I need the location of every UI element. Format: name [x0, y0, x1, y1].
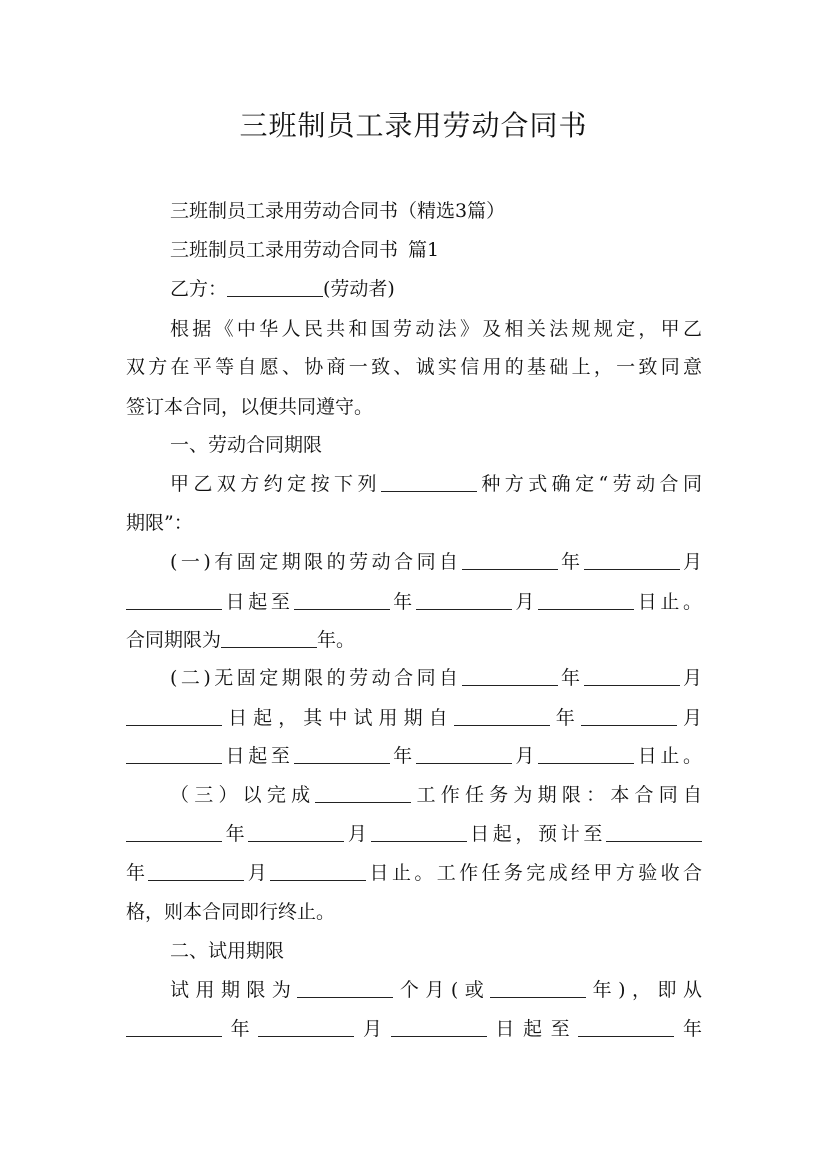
clause-heading-term: 一、劳动合同期限: [170, 434, 323, 456]
blank-field: [462, 551, 558, 570]
blank-field: [371, 823, 467, 842]
blank-field: [126, 745, 222, 764]
open-term-line: 日起至 年 月 日止。: [126, 744, 702, 768]
blank-field: [294, 745, 390, 764]
open-term-line: (二)无固定期限的劳动合同自 年 月: [170, 667, 702, 689]
paragraph-line: 甲乙双方约定按下列 种方式确定“劳动合同: [170, 473, 702, 495]
blank-field: [538, 591, 634, 610]
blank-field: [126, 591, 222, 610]
blank-field: [258, 1018, 354, 1037]
blank-field: [381, 473, 477, 492]
blank-field: [584, 667, 680, 686]
paragraph-line: 格，则本合同即行终止。: [126, 901, 336, 923]
probation-line: 试用期限为 个月(或 年)，即从: [170, 979, 702, 1001]
blank-field: [294, 591, 390, 610]
blank-field: [581, 707, 677, 726]
paragraph-line: 期限”：: [126, 512, 193, 534]
clause-heading-probation: 二、试用期限: [170, 940, 285, 962]
probation-line: 年 月 日起至 年: [126, 1017, 702, 1041]
section-heading-part1: 三班制员工录用劳动合同书 篇1: [170, 239, 440, 261]
paragraph-line: 根据《中华人民共和国劳动法》及相关法规规定，甲乙: [170, 318, 702, 340]
blank-field: [606, 823, 702, 842]
blank-field: [227, 278, 323, 297]
blank-field: [126, 707, 222, 726]
blank-field: [584, 551, 680, 570]
blank-field: [391, 1018, 487, 1037]
party-b-line: 乙方： (劳动者): [170, 278, 395, 300]
blank-field: [315, 784, 411, 803]
paragraph-line: 双方在平等自愿、协商一致、诚实信用的基础上，一致同意: [126, 356, 702, 378]
blank-field: [578, 1018, 674, 1037]
fixed-term-line: 日起至 年 月 日止。: [126, 590, 702, 614]
blank-field: [462, 667, 558, 686]
blank-field: [490, 979, 586, 998]
blank-field: [538, 745, 634, 764]
fixed-term-line: (一)有固定期限的劳动合同自 年 月: [170, 551, 702, 573]
blank-field: [454, 707, 550, 726]
blank-field: [416, 745, 512, 764]
blank-field: [297, 979, 393, 998]
subtitle-collection: 三班制员工录用劳动合同书（精选3篇）: [170, 200, 506, 222]
task-term-line: 年 月 日止。工作任务完成经甲方验收合: [126, 862, 702, 884]
blank-field: [416, 591, 512, 610]
task-term-line: （三）以完成 工作任务为期限：本合同自: [170, 784, 702, 806]
blank-field: [148, 862, 244, 881]
open-term-line: 日起，其中试用期自 年 月: [126, 706, 702, 730]
blank-field: [248, 823, 344, 842]
blank-field: [221, 629, 317, 648]
contract-duration-line: 合同期限为 年。: [126, 629, 356, 651]
blank-field: [126, 823, 222, 842]
task-term-line: 年 月 日起，预计至: [126, 822, 702, 846]
blank-field: [270, 862, 366, 881]
blank-field: [126, 1018, 222, 1037]
document-title: 三班制员工录用劳动合同书: [239, 109, 588, 142]
paragraph-line: 签订本合同，以便共同遵守。: [126, 396, 374, 418]
